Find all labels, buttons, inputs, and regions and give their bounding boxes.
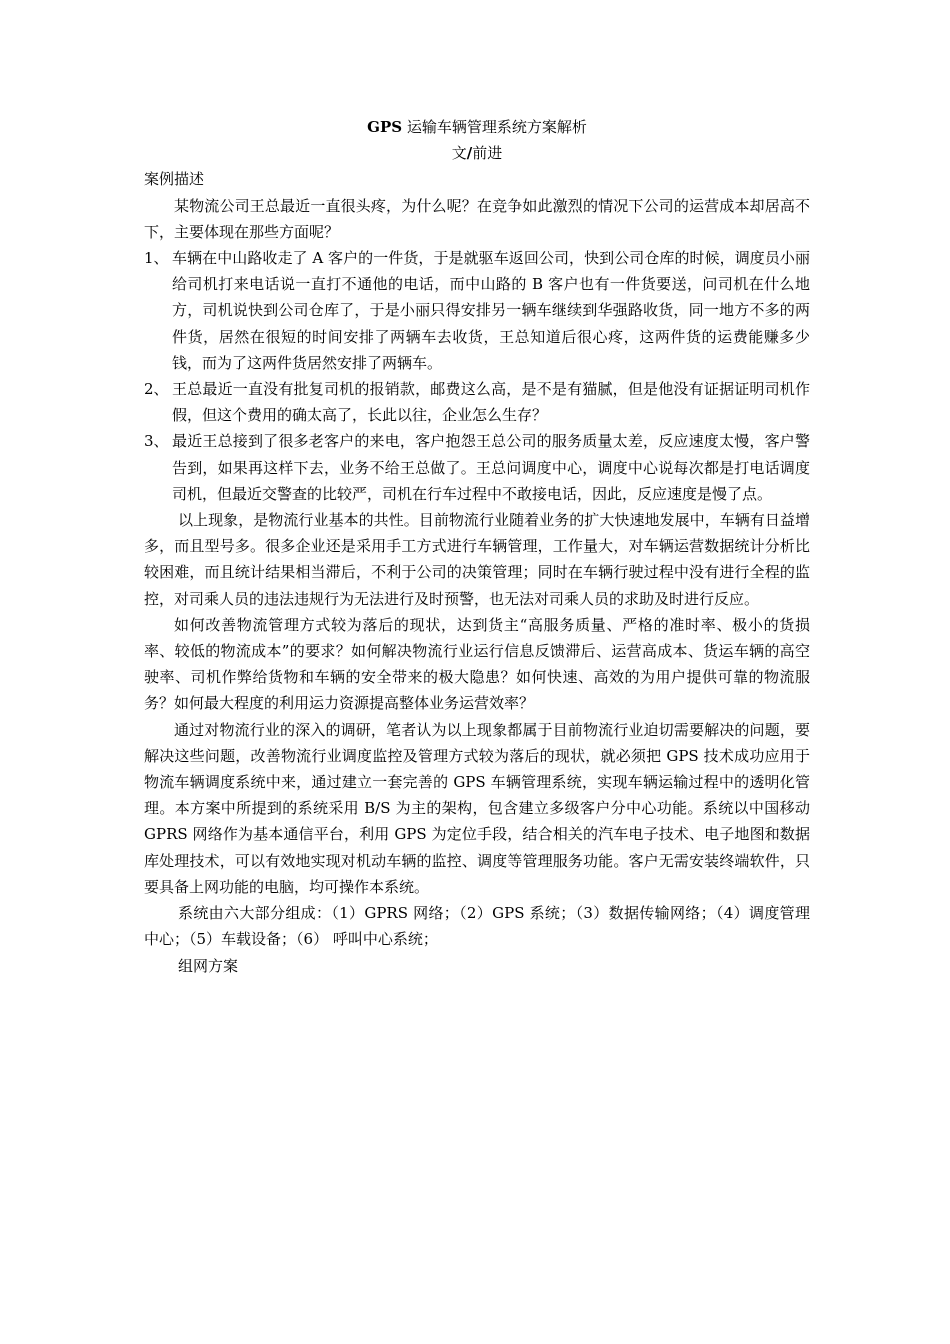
case-text: 王总最近一直没有批复司机的报销款，邮费这么高，是不是有猫腻，但是他没有证据证明司机作假，但这个费用的确太高了，长此以往，企业怎么生存？: [172, 380, 810, 425]
author-prefix: 文: [451, 144, 467, 163]
case-text: 最近王总接到了很多老客户的来电，客户抱怨王总公司的服务质量太差，反应速度太慢，客户警告到，如果再这样下去，业务不给王总做了。王总问调度中心，调度中心说每次都是打电话调度司机，但最近交警查的比较严，司机在行车过程中不敢接电话，因此，反应速度是慢了点。: [172, 432, 810, 503]
section-heading: 案例描述: [144, 170, 205, 189]
body-paragraph: 如何改善物流管理方式较为落后的现状，达到货主“高服务质量、严格的准时率、极小的货损率、较低的物流成本”的要求？如何解决物流行业运行信息反馈滞后、运营高成本、货运车辆的高空驶率、司机作弊给货物和车辆的安全带来的极大隐患？如何快速、高效的为用户提供可靠的物流服务？如何最大程度的利用运力资源提高整体业务运营效率？: [144, 615, 810, 713]
case-text: 车辆在中山路收走了 A 客户的一件货，于是就驱车返回公司，快到公司仓库的时候，调度员小丽给司机打来电话说一直打不通他的电话，而中山路的 B 客户也有一件货要送，问司机在什么地方，司机说快到公司仓库了，于是小丽只得安排另一辆车继续到华强路收货，同一地方不多的两件货，居然在很短的时间安排了两辆车去收货，王总知道后很心疼，这两件货的运费能赚多少钱，而为了这两件货居然安排了两辆车。: [172, 249, 810, 372]
case-number: 1、: [144, 249, 169, 268]
components-paragraph: 系统由六大部分组成：（1）GPRS 网络；（2）GPS 系统；（3）数据传输网络；（4）调度管理中心；（5）车载设备；（6） 呼叫中心系统；: [144, 904, 810, 949]
author-line: [144, 140, 810, 166]
case-item: [144, 245, 810, 376]
body-paragraph: 以上现象，是物流行业基本的共性。目前物流行业随着业务的扩大快速地发展中，车辆有日益增多，而且型号多。很多企业还是采用手工方式进行车辆管理，工作量大，对车辆运营数据统计分析比较困难，而且统计结果相当滞后，不利于公司的决策管理；同时在车辆行驶过程中没有进行全程的监控，对司乘人员的违法违规行为无法进行及时预警，也无法对司乘人员的求助及时进行反应。: [144, 511, 810, 608]
case-number: 3、: [144, 432, 169, 451]
intro-paragraph: 某物流公司王总最近一直很头疼，为什么呢？在竞争如此激烈的情况下公司的运营成本却居高不下，主要体现在那些方面呢？: [144, 196, 810, 241]
author-slash: /: [466, 144, 473, 163]
title-text: 运输车辆管理系统方案解析: [402, 118, 587, 136]
document-page: [144, 114, 810, 979]
document-title: [144, 114, 810, 140]
body-paragraph: 通过对物流行业的深入的调研，笔者认为以上现象都属于目前物流行业迫切需要解决的问题，要解决这些问题，改善物流行业调度监控及管理方式较为落后的现状，就必须把 GPS 技术成功应用于物流车辆调度系统中来，通过建立一套完善的 GPS 车辆管理系统，实现车辆运输过程中的透明化管理。本方案中所提到的系统采用 B/S 为主的架构，包含建立多级客户分中心功能。系统以中国移动 GPRS 网络作为基本通信平台，利用 GPS 为定位手段，结合相关的汽车电子技术、电子地图和数据库处理技术，可以有效地实现对机动车辆的监控、调度等管理服务功能。客户无需安装终端软件，只要具备上网功能的电脑，均可操作本系统。: [144, 720, 810, 896]
network-heading: 组网方案: [178, 956, 239, 975]
title-brand: GPS: [367, 118, 403, 136]
case-list: [144, 245, 810, 507]
case-item: [144, 428, 810, 507]
author-name: 前进: [472, 144, 503, 163]
case-item: [144, 376, 810, 428]
case-number: 2、: [144, 380, 169, 399]
